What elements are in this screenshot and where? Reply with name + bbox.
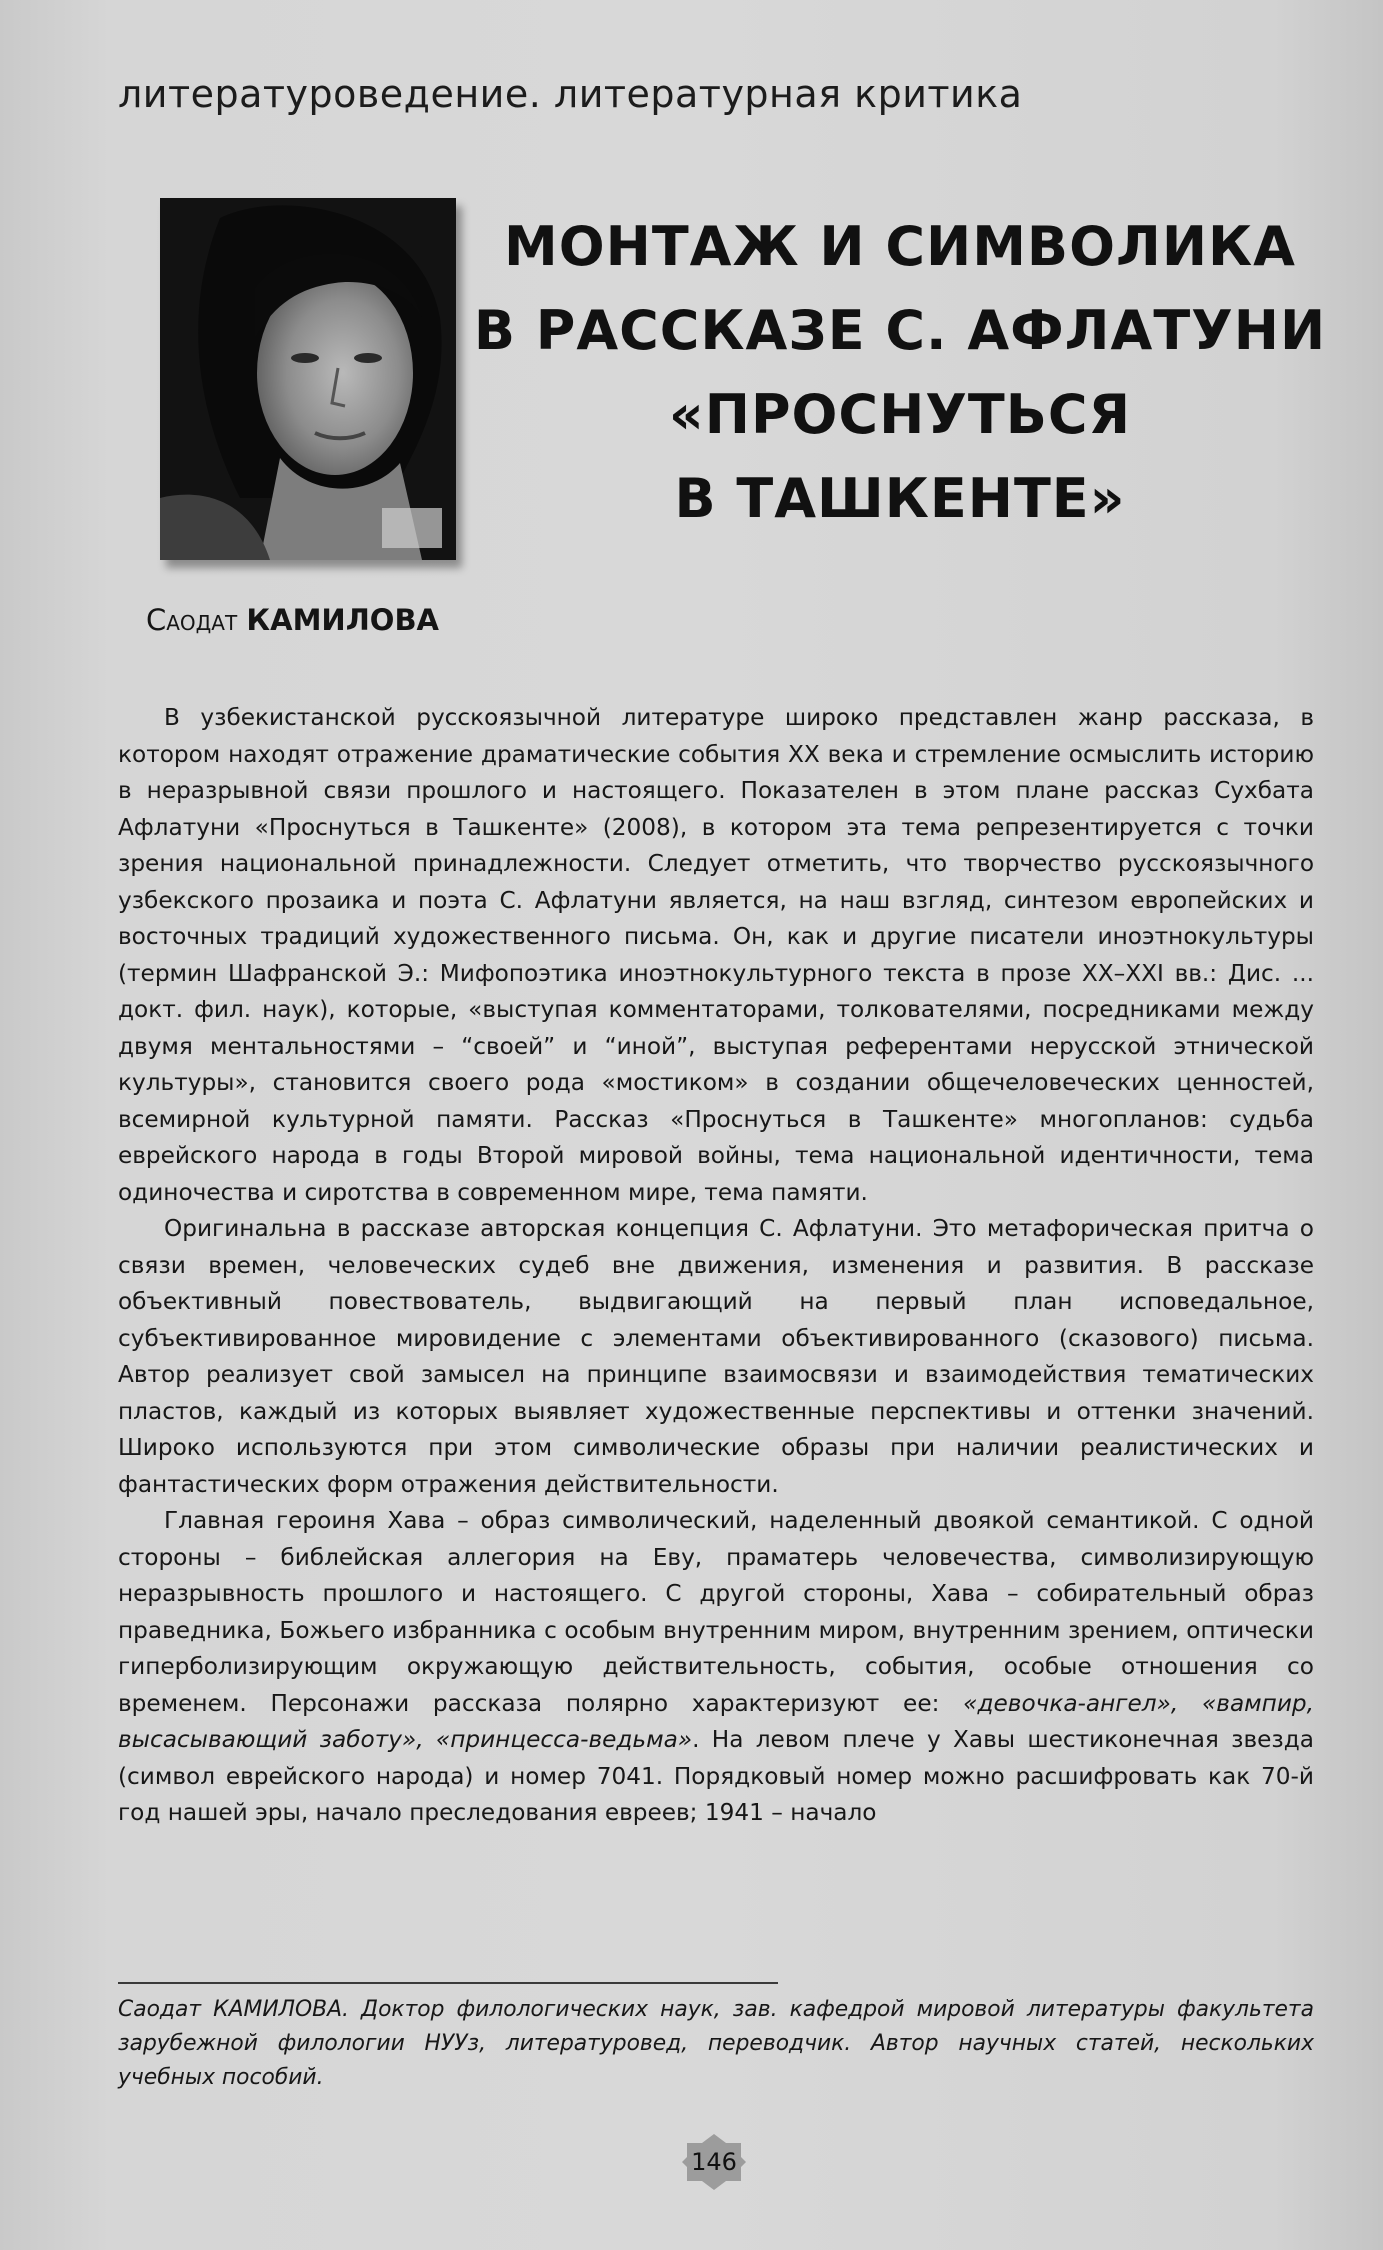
author-last-name: КАМИЛОВА	[246, 603, 439, 637]
page-number-badge	[681, 2133, 747, 2191]
author-portrait-image	[160, 198, 456, 560]
title-line: В ТАШКЕНТЕ»	[674, 467, 1126, 530]
paragraph: В узбекистанской русскоязычной литературе широко представлен жанр рассказа, в котором находят отражение драматические события XX века и стремление осмыслить историю в неразрывной связи прошлого и настоящего. Показателен в этом плане рассказ Сухбата Афлатуни «Проснуться в Ташкенте» (2008), в котором эта тема репрезентируется с точки зрения национальной принадлежности. Следует отметить, что творчество русскоязычного узбекского прозаика и поэта С. Афлатуни является, на наш взгляд, синтезом европейских и восточных традиций художественного письма. Он, как и другие писатели иноэтнокультуры (термин Шафранской Э.: Мифопоэтика иноэтнокультурного текста в прозе XX–XXI вв.: Дис. ... докт. фил. наук), которые, «выступая комментаторами, толкователями, посредниками между двумя ментальностями – “своей” и “иной”, выступая референтами нерусской этнической культуры», становится своего рода «мостиком» в создании общечеловеческих ценностей, всемирной культурной памяти. Рассказ «Проснуться в Ташкенте» многопланов: судьба еврейского народа в годы Второй мировой войны, тема национальной идентичности, тема одиночества и сиротства в современном мире, тема памяти.	[118, 704, 1314, 1206]
running-head: литературоведение. литературная критика	[118, 72, 1023, 116]
paragraph	[118, 1211, 1314, 1503]
paragraph-text: Главная героиня Хава – образ символический, наделенный двоякой семантикой. С одной стороны – библейская аллегория на Еву, праматерь человечества, символизирующую неразрывность прошлого и настоящего. С другой стороны, Хава – собирательный образ праведника, Божьего избранника с особым внутренним миром, внутренним зрением, оптически гиперболизирующим окружающую действительность, события, особые отношения со временем. Персонажи рассказа полярно характеризуют ее:	[118, 1507, 1314, 1717]
title-line: «ПРОСНУТЬСЯ	[668, 383, 1132, 446]
article-title	[470, 205, 1330, 541]
title-line: В РАССКАЗЕ С. АФЛАТУНИ	[473, 299, 1327, 362]
quoted-characterizations: «девочка-ангел», «вампир, высасывающий заботу», «принцесса-ведьма»	[118, 1689, 1314, 1753]
author-photo	[160, 198, 456, 560]
article-body	[118, 700, 1314, 1832]
author-first-name: Саодат	[146, 603, 238, 637]
author-footnote: Саодат КАМИЛОВА. Доктор филологических наук, зав. кафедрой мировой литературы факультета зарубежной филологии НУУз, литературовед, переводчик. Автор научных статей, нескольких учебных пособий.	[118, 1997, 1314, 2090]
title-line: МОНТАЖ И СИМВОЛИКА	[504, 215, 1296, 278]
paragraph-text: Оригинальна в рассказе авторская концепция С. Афлатуни. Это метафорическая притча о связи времен, человеческих судеб вне движения, изменения и развития. В рассказе объективный повествователь, выдвигающий на первый план исповедальное, субъективированное мировидение с элементами объективированного (сказового) письма. Автор реализует свой замысел на принципе взаимосвязи и взаимодействия тематических пластов, каждый из которых выявляет художественные перспективы и оттенки значений. Широко используются при этом символические образы при наличии реалистических и фантастических форм отражения действительности.	[118, 1215, 1314, 1498]
paragraph	[118, 1503, 1314, 1832]
paragraph-text: . На левом плече у Хавы шестиконечная звезда (символ еврейского народа) и номер 7041. Порядковый номер можно расшифровать как 70-й год нашей эры, начало преследования евреев; 1941 – начало	[118, 1726, 1314, 1826]
footnote-divider	[118, 1982, 778, 1984]
author-byline	[146, 603, 439, 637]
page-number: 146	[691, 2148, 737, 2176]
